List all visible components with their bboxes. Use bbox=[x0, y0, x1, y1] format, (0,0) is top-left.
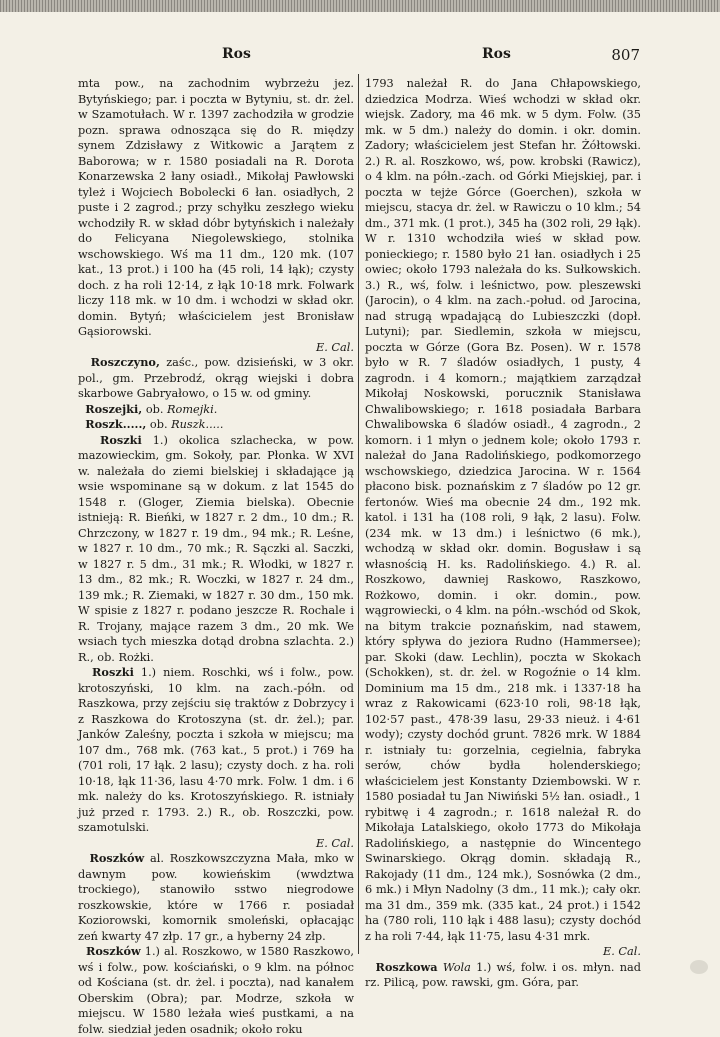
headword: Roszczyno, bbox=[90, 355, 160, 369]
headword: Roszki bbox=[92, 665, 134, 679]
paper-stain bbox=[690, 960, 708, 974]
right-column bbox=[365, 76, 641, 991]
scan-top-edge bbox=[0, 0, 720, 12]
author-signature: E. Cal. bbox=[602, 945, 641, 958]
entry-roszki-1: Roszki 1.) okolica szlachecka, w pow. mazowieckim, gm. Sokoły, par. Płonka. W XVI w. należała do ziemi bielskiej i składające ją wsie wspominane są w dokum. z lat 1545 do 1548 r. (Gloger, Ziemia bielska). Obecnie istnieją: R. Bieńki, w 1827 r. 2 dm., 10 dm.; R. Chrzczony, w 1827 r. 19 dm., 94 mk.; R. Leśne, w 1827 r. 10 dm., 70 mk.; R. Sączki al. Saczki, w 1827 r. 5 dm., 31 mk.; R. Włodki, w 1827 r. 13 dm., 82 mk.; R. Woczki, w 1827 r. 24 dm., 139 mk.; R. Ziemaki, w 1827 r. 30 dm., 150 mk. W spisie z 1827 r. podano jeszcze R. Rochale i R. Trojany, mające razem 3 dm., 20 mk. We wsiach tych mieszka dotąd drobna szlachta. 2.) R., ob. Rożki. bbox=[78, 432, 355, 664]
entry-roszejki: Roszejki, ob. Romejki. bbox=[85, 401, 218, 416]
headword: Roszków bbox=[85, 944, 141, 958]
entry-roszkow-2: Roszków 1.) al. Roszkowo, w 1580 Raszkowo, wś i folw., pow. kościański, o 9 klm. na północ od Kościana (st. dr. żel. i poczta), nad kanałem Oberskim (Obra); par. Modrze, szkoła w miejscu. W 1580 leżała wieś pustkami, a na folw. siedział jeden osadnik; około roku bbox=[78, 944, 354, 1036]
cross-reference: Ruszk..... bbox=[171, 418, 224, 431]
cross-reference: Romejki. bbox=[167, 402, 218, 416]
headword: Roszkowa bbox=[375, 959, 438, 974]
entry-continuation: mta pow., na zachodnim wybrzeżu jez. Bytyńskiego; par. i poczta w Bytyniu, st. dr. żel. w Szamotułach. W r. 1397 zachodziła w grodzie pozn. sprawa odnosząca się do R. między synem Zdzisławy z Witkowic a Jarątem z Baborowa; w r. 1580 posiadali na R. Dorota Konarzewska 2 łany osiadł., Mikołaj Pawłowski tyleż i Wojciech Bobolecki 6 łan. osiadłych, 2 puste i 2 zagrod.; przy schyłku zeszłego wieku wchodziły R. w skład dóbr bytyńskich i należały do Felicyana Niegolewskiego, stolnika wschowskiego. Wś ma 11 dm., 120 mk. (107 kat., 13 prot.) i 100 ha (45 roli, 14 łąk); czysty doch. z ha roli 12·14, z łąk 10·18 mrk. Folwark liczy 118 mk. w 10 dm. i wchodzi w skład okr. domin. Bytyń; właścicielem jest Bronisław Gąsiorowski. E. Cal. bbox=[78, 77, 354, 354]
headword: Roszki bbox=[99, 432, 142, 447]
headword-qualifier: Wola bbox=[442, 960, 471, 974]
left-running-head: Ros bbox=[222, 46, 251, 62]
entry-continuation: 1793 należał R. do Jana Chłapowskiego, dziedzica Modrza. Wieś wchodzi w skład okr. wiejsk. Zadory, ma 46 mk. w 5 dym. Folw. (35 mk. w 5 dm.) należy do domin. i okr. domin. Zadory; właścicielem jest Stefan hr. Żółtowski. 2.) R. al. Roszkowo, wś, pow. krobski (Rawicz), o 4 klm. na półn.-zach. od Górki Miejskiej, par. i poczta w tejże Górce (Goerchen), szkoła w miejscu, stacya dr. żel. w Rawiczu o 10 klm.; 54 dm., 371 mk. (1 prot.), 345 ha (302 roli, 29 łąk). W r. 1310 wchodziła wieś w skład pow. ponieckiego; r. 1580 było 21 łan. osiadłych i 25 owiec; około 1793 należała do ks. Sułkowskich. 3.) R., wś, folw. i leśnictwo, pow. pleszewski (Jarocin), o 4 klm. na zach.-połud. od Jarocina, nad strugą wpadającą do Lubieszczki (dopł. Lutyni); par. Siedlemin, szkoła w miejscu, poczta w Górze (Gora Bz. Posen). W r. 1578 było w R. 7 śladów osiadłych, 1 pusty, 4 zagrodn. i 4 komorn.; majątkiem zarządzał Mikołaj Noskowski, porucznik Stanisława Chwalibowskiego; r. 1618 posiadała Barbara Chwalibowska 6 śladów osiadł., 4 zagrodn., 2 komorn. i 1 młyn o jednem kole; około 1793 r. należał do Jana Radolińskiego, podkomorzego wschowskiego, dziedzica Jarocina. W r. 1564 płacono bisk. poznańskim z 7 śladów po 12 gr. fertonów. Wieś ma obecnie 24 dm., 192 mk. katol. i 131 ha (108 roli, 9 łąk, 2 lasu). Folw. (234 mk. w 13 dm.) i leśnictwo (6 mk.), wchodzą w skład okr. domin. Bogusław i są własnością H. ks. Radolińskiego. 4.) R. al. Roszkowo, dawniej Raskowo, Raszkowo, Rożkowo, domin. i okr. domin., pow. wągrowiecki, o 4 klm. na półn.-wschód od Skok, na bitym trakcie poznańskim, nad stawem, który spływa do jeziora Rudno (Hammersee); par. Skoki (daw. Lechlin), poczta w Skokach (Schokken), st. dr. żel. w Rogoźnie o 14 klm. Dominium ma 15 dm., 218 mk. i 1337·18 ha wraz z Rakowicami (623·10 roli, 98·18 łąk, 102·57 past., 478·39 lasu, 29·33 nieuż. i 4·61 wody); czysty dochód grunt. 7826 mrk. W 1884 r. istniały tu: gorzelnia, cegielnia, fabryka serów, chów bydła holenderskiego; właścicielem jest Konstanty Dziembowski. W r. 1580 posiadał tu Jan Niwiński 5½ łan. osiadł., 1 rybitwę i 4 zagrodn.; r. 1618 należał R. do Mikołaja Latalskiego, około 1773 do Mikołaja Radolińskiego, a następnie do Wincentego Swinarskiego. Okrąg domin. składają R., Rakojady (11 dm., 124 mk.), Sosnówka (2 dm., 6 mk.) i Młyn Nadolny (3 dm., 11 mk.); cały okr. ma 31 dm., 359 mk. (335 kat., 24 prot.) i 1542 ha (780 roli, 110 łąk i 488 lasu); czysty dochód z ha roli 7·44, łąk 11·75, lasu 4·31 mrk. E. Cal. bbox=[365, 77, 641, 958]
headword: Roszejki, bbox=[85, 401, 143, 416]
right-running-head: Ros bbox=[482, 46, 511, 62]
author-signature: E. Cal. bbox=[315, 836, 354, 850]
entry-roszki-2: Roszki 1.) niem. Roschki, wś i folw., pow. krotoszyński, 10 klm. na zach.-półn. od Raszkowa, przy zejściu się traktów z Dobrzycy i z Raszkowa do Krotoszyna (st. dr. żel.); par. Janków Zaleśny, poczta i szkoła w miejscu; ma 107 dm., 768 mk. (763 kat., 5 prot.) i 769 ha (701 roli, 17 łąk. 2 lasu); czysty doch. z ha. roli 10·18, łąk 11·36, lasu 4·70 mrk. Folw. 1 dm. i 6 mk. należy do ks. Krotoszyńskiego. R. istniały już przed r. 1793. 2.) R., ob. Roszczki, pow. szamotulski. E. Cal. bbox=[78, 665, 354, 850]
page-header bbox=[78, 46, 640, 66]
entry-roszkowa-wola: Roszkowa Wola 1.) wś, folw. i os. młyn. nad rz. Pilicą, pow. rawski, gm. Góra, par. bbox=[365, 959, 642, 989]
author-signature: E. Cal. bbox=[315, 340, 354, 354]
entry-roszczyno: Roszczyno, zaśc., pow. dzisieński, w 3 okr. pol., gm. Przebrodź, okrąg wiejski i dobra skarbowe Gabryałowo, o 15 w. od gminy. bbox=[78, 355, 355, 400]
headword: Roszk....., bbox=[85, 417, 147, 431]
entry-roszkow-1: Roszków al. Roszkowszczyzna Mała, mko w dawnym pow. kowieńskim (wwdztwa trockiego), stanowiło sstwo niegrodowe roszkowskie, które w 1766 r. posiadał Koziorowski, komornik smoleński, opłacając zeń kwarty 47 złp. 17 gr., a hyberny 24 złp. bbox=[78, 851, 354, 943]
page-number: 807 bbox=[611, 46, 640, 64]
entry-roszk: Roszk....., ob. Ruszk..... bbox=[85, 417, 224, 431]
column-divider bbox=[358, 74, 359, 954]
headword: Roszków bbox=[89, 851, 145, 865]
left-column bbox=[78, 76, 354, 1037]
